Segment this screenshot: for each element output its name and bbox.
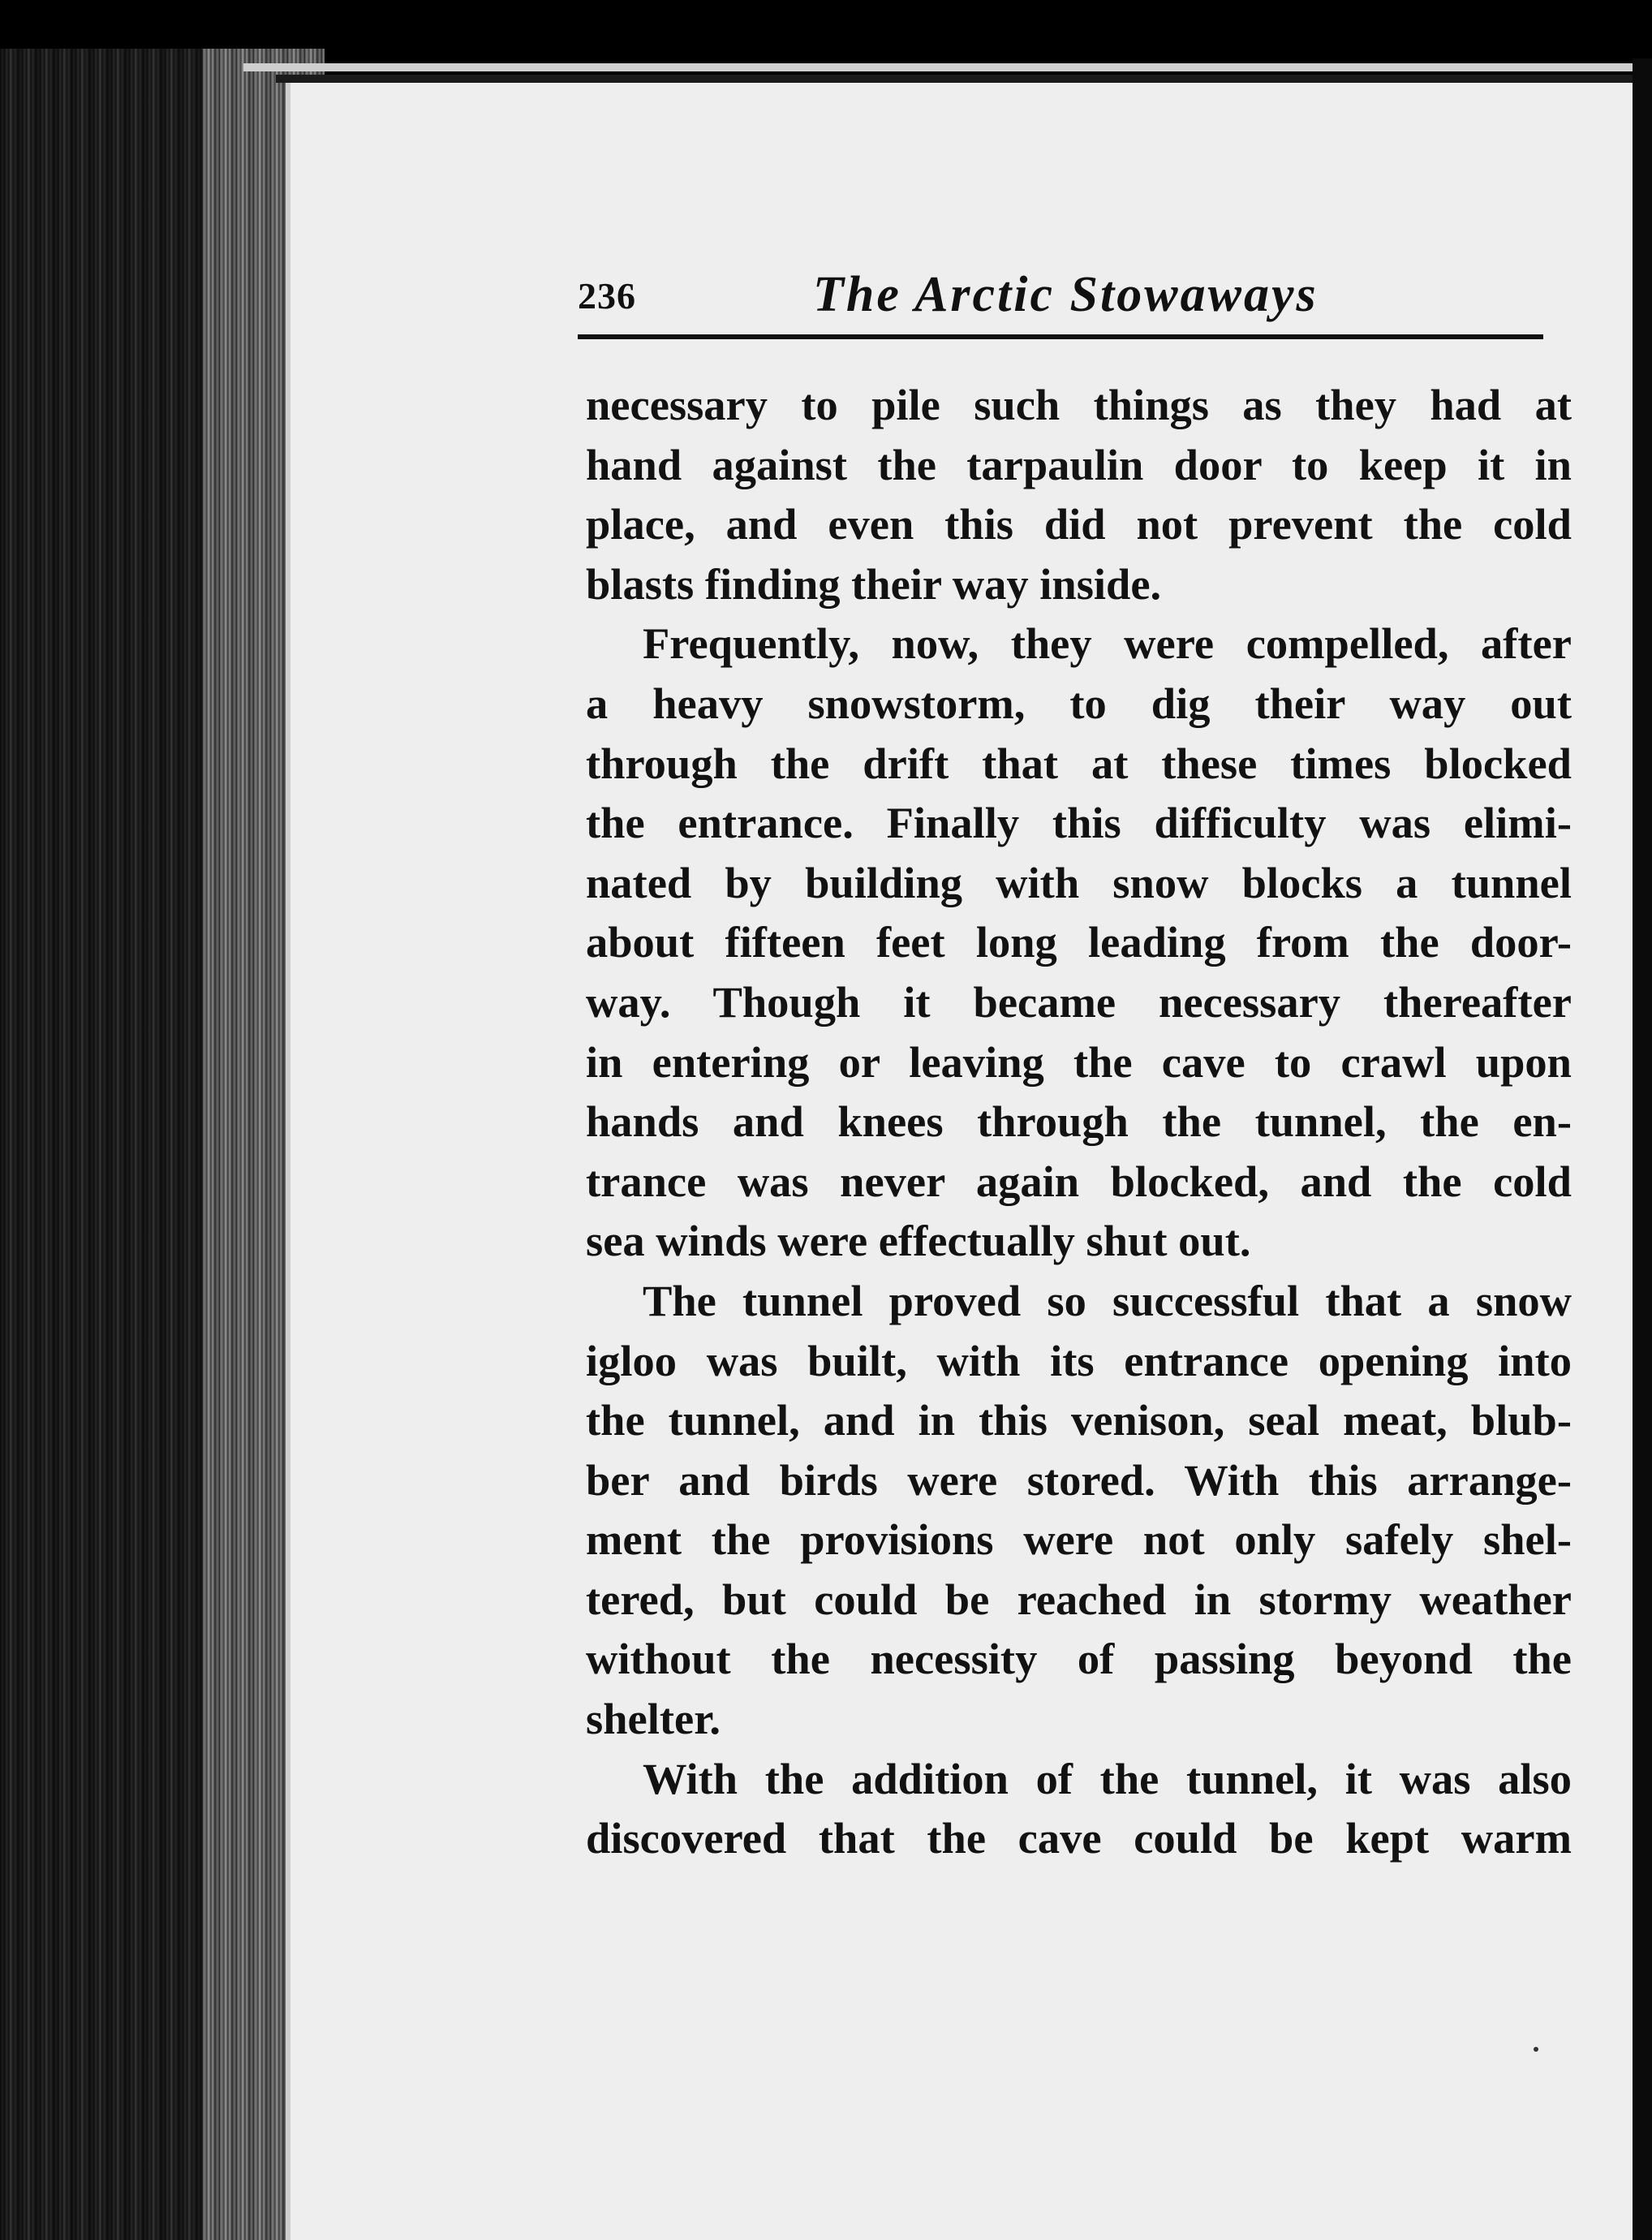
text-line: blasts finding their way inside. (586, 558, 1162, 609)
text-line: the tunnel, and in this venison, seal meat, blub- (586, 1395, 1572, 1445)
text-line: nated by building with snow blocks a tunnel (586, 857, 1572, 907)
text-line: in entering or leaving the cave to crawl upon (586, 1036, 1572, 1087)
header-rule (578, 334, 1543, 339)
text-line: ment the provisions were not only safely shel- (586, 1514, 1572, 1565)
text-line: Frequently, now, they were compelled, after (643, 618, 1572, 669)
text-line: through the drift that at these times blocked (586, 738, 1572, 788)
text-line: about fifteen feet long leading from the door- (586, 917, 1572, 967)
text-line: ber and birds were stored. With this arrange- (586, 1454, 1572, 1505)
text-line: With the addition of the tunnel, it was also (643, 1753, 1572, 1803)
text-line: place, and even this did not prevent the cold (586, 499, 1572, 549)
text-line: shelter. (586, 1694, 721, 1744)
text-line: the entrance. Finally this difficulty was elimi- (586, 798, 1572, 848)
text-line: necessary to pile such things as they had at (586, 380, 1572, 429)
page-number: 236 (578, 275, 636, 317)
body-text (586, 375, 1572, 1868)
text-line: trance was never again blocked, and the cold (586, 1156, 1572, 1206)
scan-speck (1534, 2047, 1538, 2052)
text-line: igloo was built, with its entrance opening into (586, 1335, 1572, 1385)
page-header (578, 266, 1543, 331)
text-line: way. Though it became necessary thereafter (586, 976, 1572, 1027)
text-line: a heavy snowstorm, to dig their way out (586, 678, 1572, 728)
top-page-edge-shadow (276, 75, 1652, 83)
text-line: hands and knees through the tunnel, the en- (586, 1096, 1572, 1147)
text-line: tered, but could be reached in stormy weather (586, 1574, 1572, 1624)
text-line: discovered that the cave could be kept warm (586, 1813, 1572, 1863)
right-page-edge (1633, 58, 1652, 2240)
running-title: The Arctic Stowaways (813, 267, 1319, 322)
text-line: sea winds were effectually shut out. (586, 1216, 1251, 1266)
top-page-edge (243, 63, 1652, 71)
text-line: hand against the tarpaulin door to keep it in (586, 439, 1572, 489)
text-line: without the necessity of passing beyond the (586, 1634, 1572, 1684)
text-line: The tunnel proved so successful that a snow (643, 1275, 1572, 1325)
